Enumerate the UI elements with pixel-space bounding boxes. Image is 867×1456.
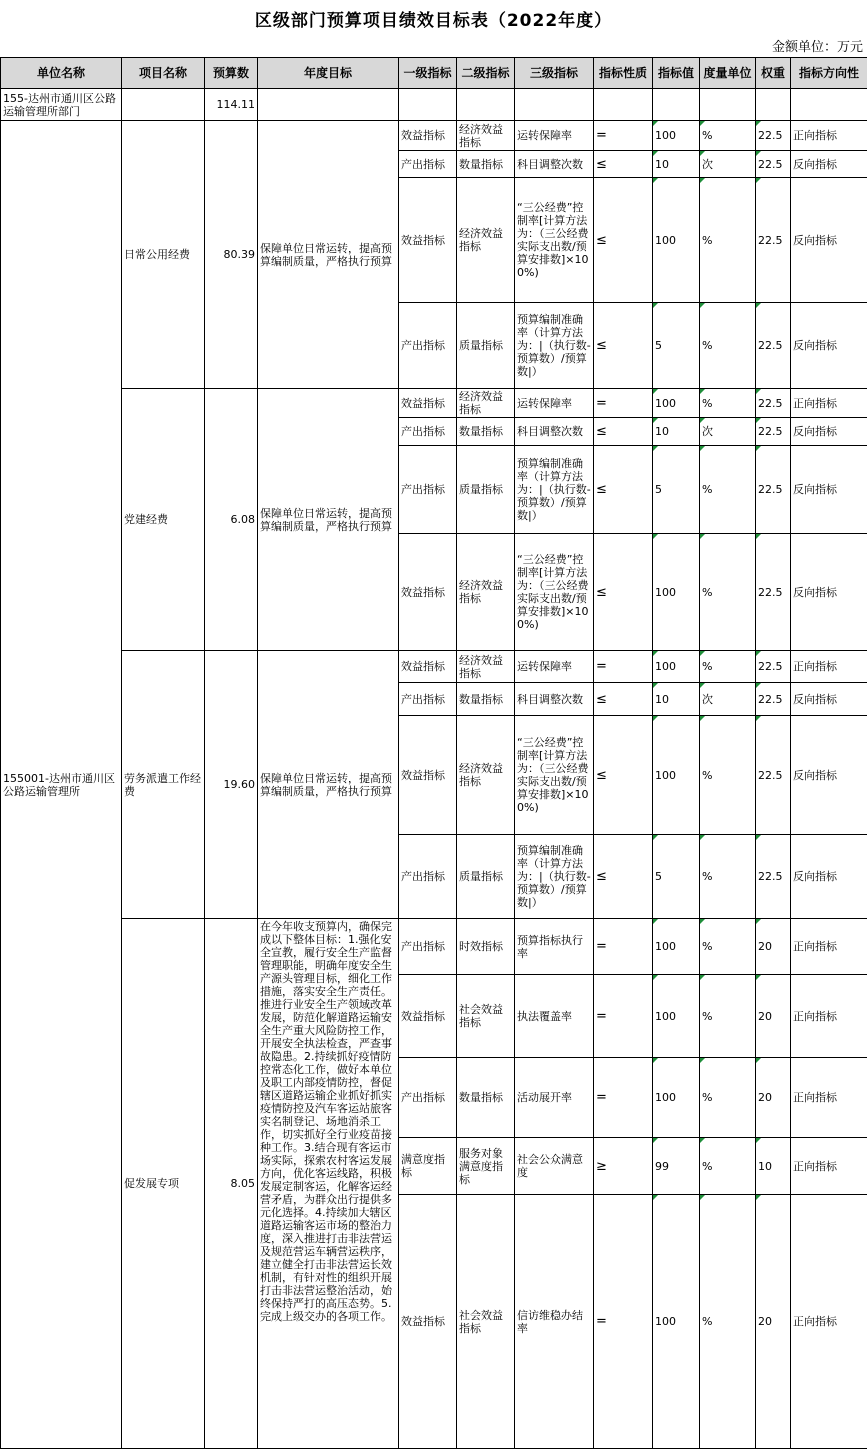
weight: 20 (756, 919, 791, 975)
indicator-nature: ≤ (594, 178, 653, 303)
header-cell: 年度目标 (258, 58, 399, 89)
measure-unit: % (700, 716, 756, 835)
indicator-row (1, 651, 867, 683)
level2-indicator: 质量指标 (457, 303, 515, 389)
indicator-direction: 正向指标 (791, 121, 867, 151)
level2-indicator: 时效指标 (457, 919, 515, 975)
dept-row (1, 89, 867, 121)
dept-name: 155-达州市通川区公路运输管理所部门 (1, 89, 122, 121)
weight: 22.5 (756, 446, 791, 534)
weight: 22.5 (756, 389, 791, 418)
weight: 22.5 (756, 121, 791, 151)
header-cell: 三级指标 (515, 58, 594, 89)
indicator-direction: 正向指标 (791, 389, 867, 418)
project-budget: 8.05 (205, 919, 258, 1449)
weight: 22.5 (756, 835, 791, 919)
level1-indicator: 效益指标 (399, 1195, 457, 1449)
level3-indicator: 运转保障率 (515, 651, 594, 683)
header-cell: 单位名称 (1, 58, 122, 89)
level2-indicator: 经济效益指标 (457, 178, 515, 303)
measure-unit: 次 (700, 418, 756, 446)
level3-indicator: 社会公众满意度 (515, 1138, 594, 1195)
measure-unit: % (700, 1195, 756, 1449)
level1-indicator: 产出指标 (399, 303, 457, 389)
indicator-value: 100 (653, 651, 700, 683)
weight: 22.5 (756, 716, 791, 835)
indicator-direction: 反向指标 (791, 716, 867, 835)
level1-indicator: 效益指标 (399, 534, 457, 651)
indicator-value: 100 (653, 389, 700, 418)
indicator-nature: ≥ (594, 1138, 653, 1195)
level1-indicator: 产出指标 (399, 1058, 457, 1138)
indicator-row (1, 121, 867, 151)
dept-budget: 114.11 (205, 89, 258, 121)
level3-indicator: 科目调整次数 (515, 151, 594, 178)
indicator-value: 100 (653, 716, 700, 835)
level1-indicator: 效益指标 (399, 651, 457, 683)
weight: 22.5 (756, 303, 791, 389)
indicator-direction: 正向指标 (791, 919, 867, 975)
indicator-row (1, 389, 867, 418)
indicator-direction: 正向指标 (791, 651, 867, 683)
level3-indicator: “三公经费”控制率[计算方法为：（三公经费实际支出数/预算安排数]×100%) (515, 178, 594, 303)
header-cell: 指标方向性 (791, 58, 867, 89)
header-row (1, 58, 867, 89)
indicator-nature: ≤ (594, 446, 653, 534)
header-cell: 预算数 (205, 58, 258, 89)
project-budget: 80.39 (205, 121, 258, 389)
weight: 10 (756, 1138, 791, 1195)
level2-indicator: 数量指标 (457, 151, 515, 178)
level2-indicator: 质量指标 (457, 446, 515, 534)
header-cell: 指标值 (653, 58, 700, 89)
measure-unit: % (700, 835, 756, 919)
level3-indicator: 科目调整次数 (515, 683, 594, 716)
level3-indicator: 预算编制准确率（计算方法为：|（执行数-预算数）/预算数|） (515, 446, 594, 534)
project-budget: 19.60 (205, 651, 258, 919)
indicator-value: 100 (653, 178, 700, 303)
level1-indicator: 效益指标 (399, 389, 457, 418)
indicator-row (1, 919, 867, 975)
indicator-nature: = (594, 389, 653, 418)
level3-indicator: 预算编制准确率（计算方法为：|（执行数-预算数）/预算数|） (515, 835, 594, 919)
level3-indicator: “三公经费”控制率[计算方法为：（三公经费实际支出数/预算安排数]×100%) (515, 534, 594, 651)
measure-unit: % (700, 919, 756, 975)
level2-indicator: 数量指标 (457, 1058, 515, 1138)
measure-unit: % (700, 178, 756, 303)
level2-indicator: 经济效益指标 (457, 121, 515, 151)
indicator-nature: = (594, 1058, 653, 1138)
indicator-direction: 反向指标 (791, 446, 867, 534)
header-cell: 权重 (756, 58, 791, 89)
indicator-value: 100 (653, 1195, 700, 1449)
indicator-nature: = (594, 1195, 653, 1449)
level3-indicator: 科目调整次数 (515, 418, 594, 446)
page-title: 区级部门预算项目绩效目标表（2022年度） (254, 11, 613, 31)
level1-indicator: 满意度指标 (399, 1138, 457, 1195)
level2-indicator: 经济效益指标 (457, 534, 515, 651)
header-cell: 指标性质 (594, 58, 653, 89)
level2-indicator: 数量指标 (457, 418, 515, 446)
project-name: 促发展专项 (122, 919, 205, 1449)
measure-unit: % (700, 534, 756, 651)
level2-indicator: 经济效益指标 (457, 389, 515, 418)
level2-indicator: 数量指标 (457, 683, 515, 716)
measure-unit: % (700, 975, 756, 1058)
level2-indicator: 经济效益指标 (457, 651, 515, 683)
indicator-direction: 反向指标 (791, 683, 867, 716)
measure-unit: % (700, 389, 756, 418)
indicator-nature: ≤ (594, 716, 653, 835)
indicator-value: 100 (653, 121, 700, 151)
dept-project-empty (122, 89, 205, 121)
level2-indicator: 社会效益指标 (457, 1195, 515, 1449)
indicator-direction: 正向指标 (791, 1195, 867, 1449)
measure-unit: % (700, 651, 756, 683)
level3-indicator: 信访维稳办结率 (515, 1195, 594, 1449)
amount-unit-label: 金额单位：万元 (771, 40, 863, 55)
indicator-value: 5 (653, 303, 700, 389)
weight: 22.5 (756, 651, 791, 683)
weight: 22.5 (756, 683, 791, 716)
level1-indicator: 产出指标 (399, 835, 457, 919)
weight: 22.5 (756, 534, 791, 651)
project-name: 党建经费 (122, 389, 205, 651)
project-name: 日常公用经费 (122, 121, 205, 389)
indicator-nature: ≤ (594, 534, 653, 651)
measure-unit: 次 (700, 151, 756, 178)
indicator-value: 100 (653, 975, 700, 1058)
level1-indicator: 产出指标 (399, 418, 457, 446)
level2-indicator: 社会效益指标 (457, 975, 515, 1058)
weight: 20 (756, 975, 791, 1058)
indicator-direction: 反向指标 (791, 303, 867, 389)
header-cell: 二级指标 (457, 58, 515, 89)
annual-goal: 保障单位日常运转，提高预算编制质量，严格执行预算 (258, 121, 399, 389)
level1-indicator: 效益指标 (399, 121, 457, 151)
indicator-direction: 正向指标 (791, 1138, 867, 1195)
indicator-direction: 反向指标 (791, 534, 867, 651)
level3-indicator: “三公经费”控制率[计算方法为：（三公经费实际支出数/预算安排数]×100%) (515, 716, 594, 835)
indicator-nature: ≤ (594, 835, 653, 919)
header-cell: 项目名称 (122, 58, 205, 89)
level1-indicator: 效益指标 (399, 178, 457, 303)
indicator-nature: = (594, 975, 653, 1058)
measure-unit: 次 (700, 683, 756, 716)
level3-indicator: 执法覆盖率 (515, 975, 594, 1058)
indicator-direction: 反向指标 (791, 418, 867, 446)
project-budget: 6.08 (205, 389, 258, 651)
annual-goal: 保障单位日常运转，提高预算编制质量，严格执行预算 (258, 651, 399, 919)
measure-unit: % (700, 1138, 756, 1195)
level1-indicator: 产出指标 (399, 919, 457, 975)
annual-goal: 保障单位日常运转，提高预算编制质量，严格执行预算 (258, 389, 399, 651)
indicator-value: 10 (653, 418, 700, 446)
level1-indicator: 效益指标 (399, 975, 457, 1058)
indicator-value: 99 (653, 1138, 700, 1195)
annual-goal: 在今年收支预算内，确保完成以下整体目标：1.强化安全宣教，履行安全生产监督管理职能，明确年度安全生产源头管理目标，细化工作措施，落实安全生产责任。推进行业安全生产领域改革发展，防范化解道路运输安全生产重大风险防控工作，开展安全执法检查，严查事故隐患。2.持续抓好疫情防控常态化工作，做好本单位及职工内部疫情防控，督促辖区道路运输企业抓好抓实疫情防控及汽车客运站旅客实名制登记、场地消杀工作，切实抓好全行业疫苗接种工作。3.结合现有客运市场实际，探索农村客运发展方向，优化客运线路，积极发展定制客运，化解客运经营矛盾，为群众出行提供多元化选择。4.持续加大辖区道路运输客运市场的整治力度，深入推进打击非法营运及规范营运车辆营运秩序，建立健全打击非法营运长效机制，有针对性的组织开展打击非法营运整治活动，始终保持严打的高压态势。5.完成上级交办的各项工作。 (258, 919, 399, 1449)
unit-name: 155001-达州市通川区公路运输管理所 (1, 121, 122, 1449)
level1-indicator: 效益指标 (399, 716, 457, 835)
indicator-nature: = (594, 919, 653, 975)
indicator-nature: ≤ (594, 303, 653, 389)
header-cell: 一级指标 (399, 58, 457, 89)
indicator-direction: 正向指标 (791, 1058, 867, 1138)
indicator-value: 100 (653, 919, 700, 975)
indicator-nature: ≤ (594, 418, 653, 446)
level3-indicator: 活动展开率 (515, 1058, 594, 1138)
level3-indicator: 运转保障率 (515, 389, 594, 418)
level1-indicator: 产出指标 (399, 683, 457, 716)
indicator-nature: ≤ (594, 683, 653, 716)
indicator-value: 5 (653, 835, 700, 919)
level2-indicator: 服务对象满意度指标 (457, 1138, 515, 1195)
weight: 22.5 (756, 178, 791, 303)
level3-indicator: 预算编制准确率（计算方法为：|（执行数-预算数）/预算数|） (515, 303, 594, 389)
indicator-nature: ≤ (594, 151, 653, 178)
performance-table (0, 57, 867, 1449)
level1-indicator: 产出指标 (399, 151, 457, 178)
indicator-value: 100 (653, 1058, 700, 1138)
level3-indicator: 预算指标执行率 (515, 919, 594, 975)
project-name: 劳务派遣工作经费 (122, 651, 205, 919)
weight: 20 (756, 1058, 791, 1138)
weight: 22.5 (756, 418, 791, 446)
indicator-direction: 反向指标 (791, 151, 867, 178)
measure-unit: % (700, 121, 756, 151)
measure-unit: % (700, 303, 756, 389)
indicator-direction: 反向指标 (791, 178, 867, 303)
header-cell: 度量单位 (700, 58, 756, 89)
indicator-value: 5 (653, 446, 700, 534)
weight: 22.5 (756, 151, 791, 178)
measure-unit: % (700, 446, 756, 534)
indicator-value: 100 (653, 534, 700, 651)
indicator-direction: 正向指标 (791, 975, 867, 1058)
indicator-nature: = (594, 651, 653, 683)
level3-indicator: 运转保障率 (515, 121, 594, 151)
indicator-direction: 反向指标 (791, 835, 867, 919)
level2-indicator: 经济效益指标 (457, 716, 515, 835)
indicator-value: 10 (653, 151, 700, 178)
weight: 20 (756, 1195, 791, 1449)
level2-indicator: 质量指标 (457, 835, 515, 919)
level1-indicator: 产出指标 (399, 446, 457, 534)
indicator-nature: = (594, 121, 653, 151)
measure-unit: % (700, 1058, 756, 1138)
indicator-value: 10 (653, 683, 700, 716)
